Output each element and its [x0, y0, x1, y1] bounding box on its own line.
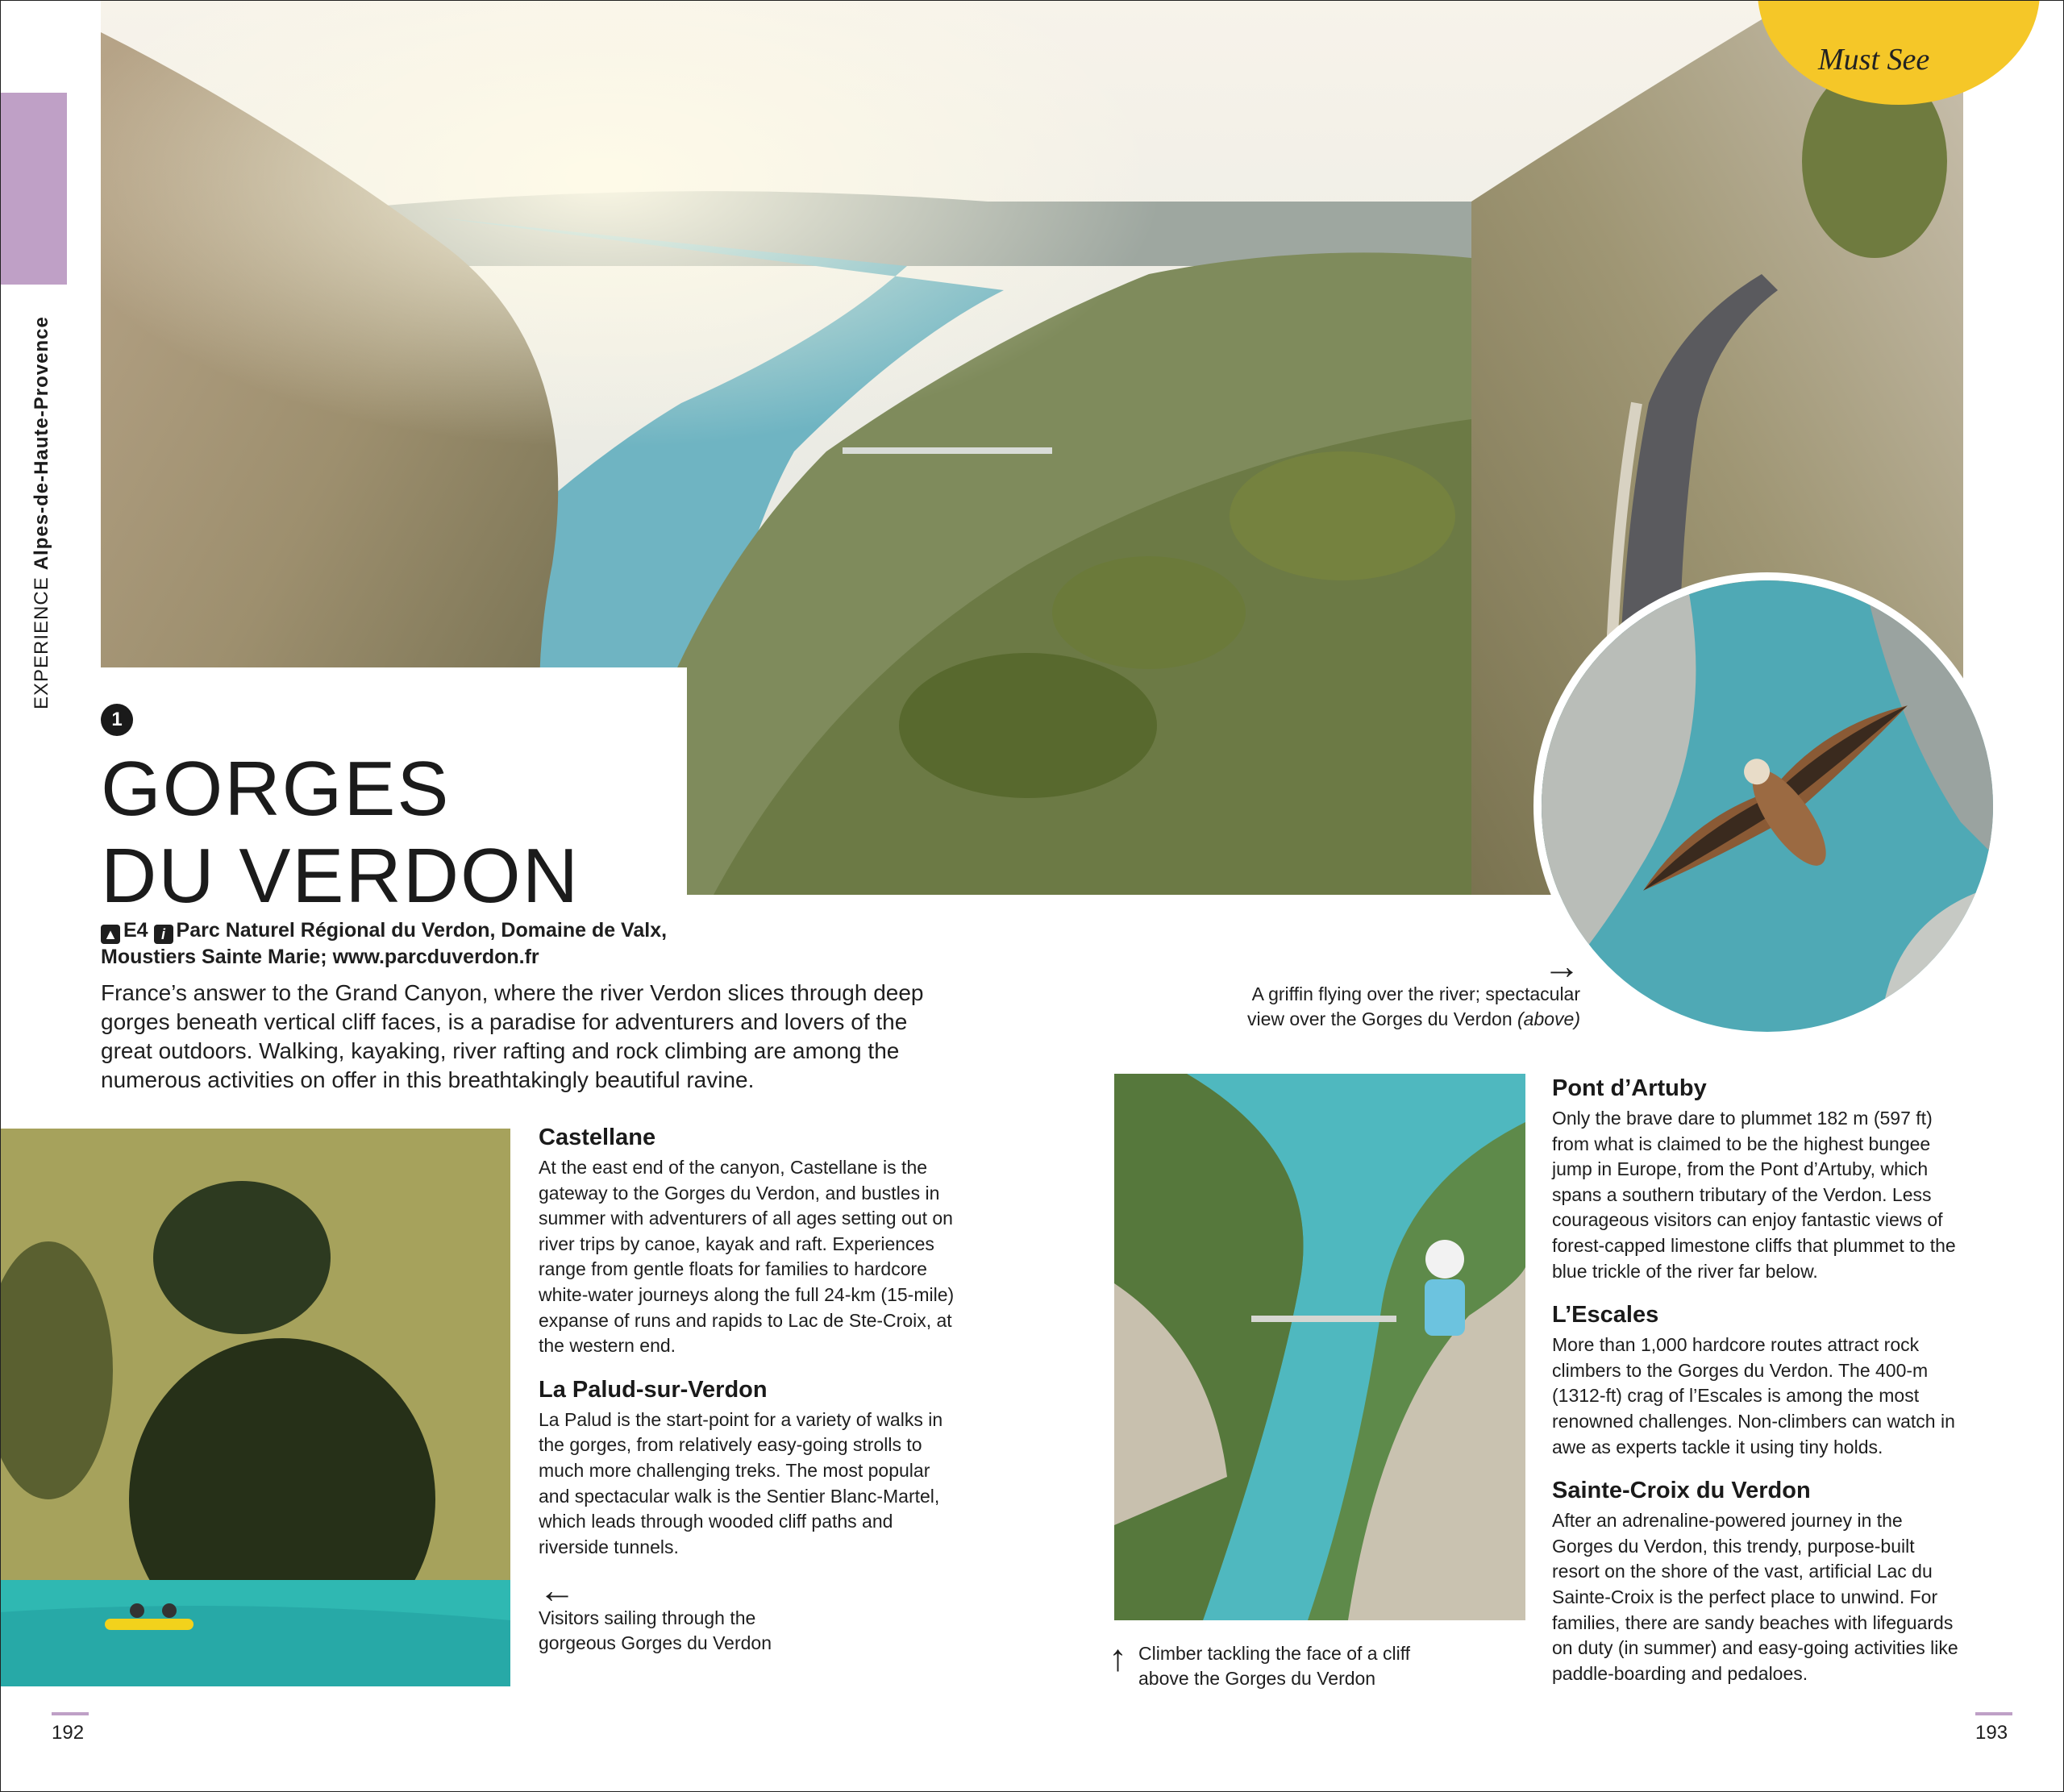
kayak-caption: [539, 1569, 805, 1656]
section-heading: Sainte-Croix du Verdon: [1552, 1478, 1811, 1504]
info-icon: i: [154, 925, 173, 944]
section-heading: Pont d’Artuby: [1552, 1075, 1707, 1101]
section-sainte-croix: [1552, 1476, 1963, 1686]
section-body: More than 1,000 hardcore routes attract rock climbers to the Gorges du Verdon. The 400-m (1312-ft) crag of l’Escales is among the most renowned challenges. Non-climbers can watch in awe as experts tackle it using tiny holds.: [1552, 1334, 1955, 1457]
region-label: Alpes-de-Haute-Provence: [31, 316, 52, 571]
section-lescales: [1552, 1300, 1963, 1460]
section-heading: L’Escales: [1552, 1302, 1659, 1328]
climber-caption: [1109, 1636, 1447, 1691]
arrow-up-icon: ↑: [1109, 1636, 1127, 1678]
page-title: [101, 746, 580, 920]
entry-number: 1: [101, 704, 133, 736]
title-line-2: DU VERDON: [101, 833, 580, 919]
section-heading: Castellane: [539, 1125, 656, 1150]
section-heading: La Palud-sur-Verdon: [539, 1376, 768, 1403]
kayak-caption-text: Visitors sailing through the gorgeous Gorges du Verdon: [539, 1607, 772, 1653]
section-label: EXPERIENCE: [31, 576, 52, 709]
section-body: After an adrenaline-powered journey in the Gorges du Verdon, this trendy, purpose-built resort on the shore of the vast, artificial Lac du Sainte-Croix is the perfect place to unwind. For families, there are sandy beaches with lifeguards on duty (in summer) and easy-going activities like paddle-boarding and pedaloes.: [1552, 1510, 1958, 1684]
chapter-tab: [0, 93, 67, 285]
griffin-caption-text: A griffin flying over the river; spectacular view over the Gorges du Verdon: [1247, 983, 1580, 1029]
page-number-rule: [52, 1712, 89, 1715]
map-icon: ▲: [101, 925, 120, 944]
column-middle: [539, 1123, 958, 1576]
chapter-label: [31, 316, 53, 709]
title-line-1: GORGES: [101, 746, 451, 832]
section-pont-dartuby: [1552, 1074, 1963, 1284]
intro-paragraph: France’s answer to the Grand Canyon, where the river Verdon slices through deep gorges beneath vertical cliff faces, is a paradise for adventurers and lovers of the great outdoors. Walking, kayaking, river rafting and rock climbing are among the numerous activities on offer in this breathtakingly beautiful ravine.: [101, 980, 924, 1092]
climber-caption-text: Climber tackling the face of a cliff above the Gorges du Verdon: [1138, 1643, 1411, 1689]
map-reference: E4: [123, 919, 148, 942]
section-la-palud: [539, 1375, 958, 1561]
arrow-right-icon: →: [1543, 945, 1580, 987]
section-body: At the east end of the canyon, Castellane is the gateway to the Gorges du Verdon, and bustles in summer with adventurers of all ages setting out on river trips by canoe, kayak and raft. Experiences range from gentle floats for families to hardcore white-water journeys along the full 24-km (15-mile) expanse of runs and rapids to Lac de Ste-Croix, at the western end.: [539, 1157, 955, 1357]
climber-photo: [1114, 1074, 1525, 1620]
kayak-cave-photo: [0, 1129, 510, 1686]
arrow-left-icon: ←: [539, 1569, 576, 1611]
column-right: [1552, 1074, 1963, 1703]
griffin-caption: [1242, 945, 1580, 1032]
griffin-caption-note: (above): [1517, 1008, 1580, 1029]
must-see-label: Must See: [1818, 43, 1930, 77]
griffin-photo: [1533, 572, 2001, 1040]
page-number-rule: [1975, 1712, 2012, 1715]
section-castellane: [539, 1123, 958, 1359]
section-body: La Palud is the start-point for a variety of walks in the gorges, from relatively easy-going strolls to much more challenging treks. The most popular and spectacular walk is the Sentier Blanc-Martel, which leads through wooded cliff paths and riverside tunnels.: [539, 1408, 943, 1557]
info-text: Parc Naturel Régional du Verdon, Domaine de Valx, Moustiers Sainte Marie; www.parcduverdon.fr: [101, 919, 668, 968]
section-body: Only the brave dare to plummet 182 m (597 ft) from what is claimed to be the highest bungee jump in Europe, from the Pont d’Artuby, which spans a southern tributary of the Verdon. Less courageous visitors can enjoy fantastic views of forest-capped limestone cliffs that plummet to the blue trickle of the river far below.: [1552, 1108, 1956, 1282]
page-number-left: 192: [52, 1722, 85, 1744]
page-number-right: 193: [1975, 1722, 2008, 1744]
practical-info: [101, 917, 681, 971]
